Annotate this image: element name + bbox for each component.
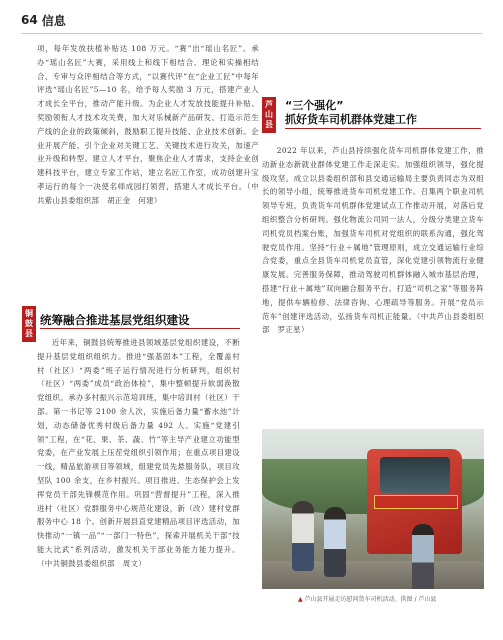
paragraph: 近年来，铜鼓县统筹推进县领域基层党组织建设，不断提升基层党组织组织力。推进“强基固本”工程，全覆盖村村（社区）“两委”班子运行情况进行分析研判，组织村（社区）“两委”成员“政治体检”，集中整顿提升软弱涣散党组织。承办多村振兴示范培训班，集中培训村（社区）干部。第一书记等 2100 余人次，实施后备力量“蓄水池”计划，动态储备优秀村级后备力量 492 人。实施“党建引领”工程，在“花、果、茶、蔬、竹”等主导产业建立功能型党委，在产业发展上压茬党组织引领作用；在重点项目建设一线，精品旅游项目等领域，组建党员先悬服务队，项目攻坚队 100 余支，在乡村振兴、项目推进、生态保护会上发挥党员干部先锋模范作用。巩固“营督提升”工程，深入推进村（社区）党群服务中心规范化建设，新（改）建村党群服务中心 18 个。创新开展县直党建精品项目评选活动，加快推动“一镇一品”“一部门一特色”，探索开展机关干部“技能大比武”系列活动，激发机关干部业务能力能力提升。（中共铜鼓县委组织部 周文） bbox=[37, 338, 240, 568]
article-heading-lushan-line1: “三个强化” bbox=[285, 99, 344, 112]
page-header bbox=[21, 10, 66, 30]
article-heading-tonggu: 统筹融合推进基层党组织建设 bbox=[40, 313, 190, 327]
news-photo bbox=[262, 429, 484, 589]
paragraph: 2022 年以来，芦山县持续强化货车司机群体党建工作，推动新业态新就业群体党建工作走深走实。加强组织领导，强化提级攻坚。成立以县委组织部和县交通运输局主要负责同志为双组长的领导小组，统筹推进货车司机党建工作。召集两个职业司机领导专班，负责货车司机群体党建试点工作推动开展，对落后党组织整合分析研判。强化物流公司同一法人，分级分类建立货车司机党员档案台账，加强货车司机对党组织的联系沟通，强化驾驶党员作用。坚持“行业＋属地”管理原则，成立交通运输行业综合党委，重点全县货车司机党员直管，深化党建引领物流行业健康发展。完善服务保障，推动驾驶司机群体融入城市基层治理，搭建“行业＋属地”双向融合服务平台。打造“司机之家”等服务阵地，提供车辆检修、法律咨询、心理疏导等服务。开展“党员示范车”创建评选活动，弘扬货车司机正能量。（中共芦山县委组织部 罗正星） bbox=[262, 146, 484, 335]
paragraph: 项，每年发放扶植补贴达 108 万元。“赛”出“瑶山名匠”。承办“瑶山名匠”大赛，采用线上和线下相结合、理论和实操相结合、专审与众评相结合等方式，“以赛代评”在“企业工匠”中每年评选“瑶山名匠”5—10 名，给予每人奖励 3 万元，搭建产业人才成长全平台，推动产能升级。为企业人才发放技能提升补贴、奖励领衔人才技术攻关费，加大对乐械新产品研发、打造示范生产线的企业的政策倾斜，鼓励职工提升技能、企业技术创新。企业开展产能、引个企业对关键工艺、关键技术进行攻关，加速产业升级和转型。建立人才平台，聚焦企业人才需求，支持企业创建科技平台，建立专家工作站，建立名匠工作室，成功创建升宝孝运行的每个一决使名师成园打领营，搭建人才成长平台。（中共紫山县委组织部 胡正金 何建） bbox=[37, 44, 259, 205]
photo-banner bbox=[374, 495, 458, 509]
left-column-top bbox=[37, 42, 259, 208]
photo-person bbox=[292, 501, 314, 571]
county-tag-lushan: 芦山县 bbox=[262, 97, 276, 133]
right-column bbox=[262, 144, 484, 337]
photo-person bbox=[324, 507, 346, 577]
county-tag-tonggu: 铜鼓县 bbox=[22, 306, 36, 342]
article-heading-lushan-line2: 抓好货车司机群体党建工作 bbox=[285, 113, 417, 126]
left-column-bottom bbox=[37, 336, 240, 571]
photo-caption bbox=[298, 594, 436, 603]
photo-truck-window bbox=[380, 457, 450, 493]
heading-underline bbox=[285, 128, 481, 129]
heading-underline bbox=[40, 328, 240, 329]
page-number: 64 bbox=[21, 13, 38, 27]
header-divider bbox=[21, 33, 482, 34]
caption-text: 芦山县开展走访慰问货车司机活动。供图 / 芦山县 bbox=[304, 596, 437, 603]
caption-marker-icon: ▲ bbox=[298, 596, 303, 603]
section-title: 信息 bbox=[41, 13, 66, 28]
photo-person bbox=[412, 524, 434, 589]
